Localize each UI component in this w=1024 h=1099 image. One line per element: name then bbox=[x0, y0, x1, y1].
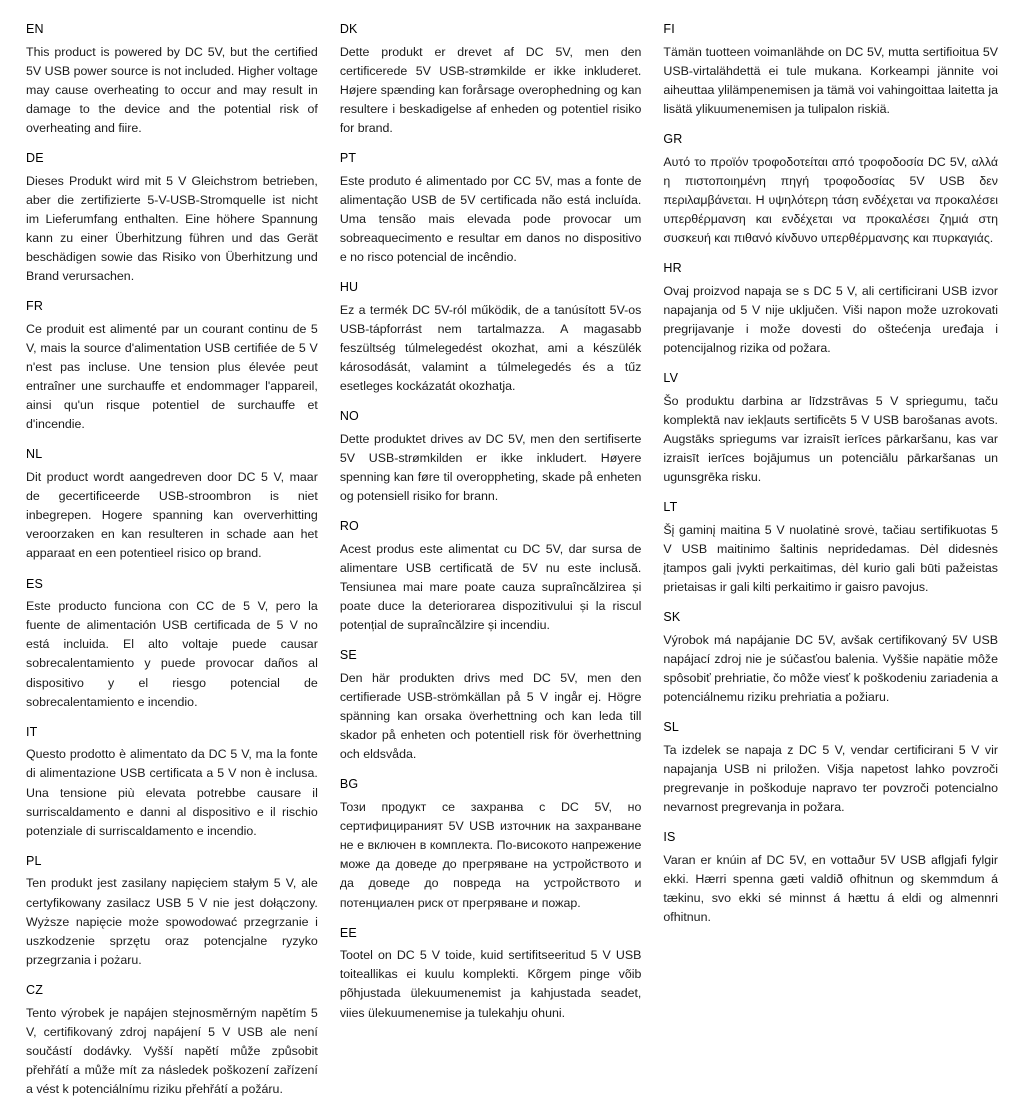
language-text: Šį gaminį maitina 5 V nuolatinė srovė, tačiau sertifikuotas 5 V USB maitinimo šaltinis nepridedamas. Dėl didesnės įtampos gali įvykti perkaitimas, dėl kurio gali būti pažeistas prietaisas ir gali kilti perkaitimo ir gaisro pavojus. bbox=[663, 522, 998, 595]
language-text: Ovaj proizvod napaja se s DC 5 V, ali certificirani USB izvor napajanja od 5 V nije uključen. Viši napon može uzrokovati pregrijavanje i može dovesti do oštećenja uređaja i potencijalnog rizika od požara. bbox=[663, 283, 998, 355]
language-code: PL bbox=[26, 853, 42, 868]
language-text: Varan er knúin af DC 5V, en vottaður 5V USB aflgjafi fylgir ekki. Hærri spenna gæti valdið ofhitnun og skemmdum á tækinu, svo ekki sé minnst á hættu á eldi og almennri ofhitnun. bbox=[663, 852, 998, 925]
column-2 bbox=[340, 22, 664, 1023]
language-code: FI bbox=[663, 22, 675, 36]
language-entry bbox=[26, 151, 318, 286]
language-entry bbox=[340, 777, 642, 912]
language-code: PT bbox=[339, 151, 357, 166]
language-entry bbox=[26, 725, 318, 841]
language-text: Ce produit est alimenté par un courant continu de 5 V, mais la source d'alimentation USB certifiée de 5 V n'est pas incluse. Une tension plus élevée peut entraîner une surchauffe et endommager l'appareil, ainsi qu'un risque potentiel de surchauffe et d'incendie. bbox=[26, 321, 318, 432]
language-text: Ta izdelek se napaja z DC 5 V, vendar certificirani 5 V vir napajanja USB ni priložen. Višja napetost lahko povzroči pregrevanje in poškoduje napravo ter povzroči potencialno nevarnost pregrevanja in požara. bbox=[663, 742, 998, 815]
language-code: NO bbox=[339, 409, 359, 424]
language-entry bbox=[663, 830, 998, 927]
language-text: Tento výrobek je napájen stejnosměrným napětím 5 V, certifikovaný zdroj napájení 5 V USB ale není součástí dodávky. Vyšší napětí může způsobit přehřátí a může mít za následek poškození zařízení a vést k potenciálnímu riziku přehřátí a požáru. bbox=[26, 1005, 318, 1096]
language-entry bbox=[340, 926, 642, 1023]
language-entry bbox=[663, 371, 998, 487]
language-text: Dit product wordt aangedreven door DC 5 V, maar de gecertificeerde USB-stroombron is niet inbegrepen. Hogere spanning kan oververhitting veroorzaken en kan resulteren in schade aan het apparaat en een potentieel risico op brand. bbox=[26, 470, 318, 561]
language-entry bbox=[26, 577, 318, 712]
language-code: SK bbox=[663, 610, 681, 625]
language-text: Dieses Produkt wird mit 5 V Gleichstrom betrieben, aber die zertifizierte 5-V-USB-Stromquelle ist nicht im Lieferumfang enthalten. Eine höhere Spannung kann zu einer Überhitzung führen und das Gerät beschädigen sowie das Risiko von Überhitzung und Brand verursachen. bbox=[26, 173, 318, 284]
language-text: This product is powered by DC 5V, but the certified 5V USB power source is not included. Higher voltage may cause overheating to occur and may result in damage to the device and the potential risk of overheating and fiire. bbox=[26, 44, 318, 135]
language-entry bbox=[26, 447, 318, 563]
language-text: Acest produs este alimentat cu DC 5V, dar sursa de alimentare USB certificată de 5V nu este inclusă. Tensiunea mai mare poate cauza supraîncălzirea și poate duce la deteriorarea dispozitivului și la riscul potențial de supraîncălzire și incendiu. bbox=[339, 541, 642, 633]
language-text: Den här produkten drivs med DC 5V, men den certifierade USB-strömkällan på 5 V ingår ej. Högre spänning kan orsaka överhettning och kan leda till skador på enheten och potentiell risk för överhettning och eldsvåda. bbox=[339, 671, 642, 762]
language-entry bbox=[340, 648, 642, 764]
language-entry bbox=[663, 261, 998, 358]
language-text: Ez a termék DC 5V-ról működik, de a tanúsított 5V-os USB-tápforrást nem tartalmazza. A magasabb feszültség túlmelegedést okozhat, ami a készülék károsodását, valamint a túlmelegedés és a tűz esetleges kockázatát okozhatja. bbox=[339, 302, 642, 394]
language-entry bbox=[26, 22, 318, 138]
column-3 bbox=[663, 22, 998, 927]
language-entry bbox=[663, 500, 998, 597]
language-text: Tootel on DC 5 V toide, kuid sertifitseeritud 5 V USB toiteallikas ei kuulu komplekti. Kõrgem pinge võib põhjustada ülekuumenemist ja kahjustada seadet, viies ülekuumenemise ja tulekahju ohuni. bbox=[339, 948, 642, 1020]
language-code: HR bbox=[663, 261, 682, 276]
language-entry bbox=[340, 151, 642, 267]
language-code: FR bbox=[26, 299, 44, 314]
language-entry bbox=[26, 854, 318, 970]
language-code: DK bbox=[339, 22, 358, 36]
language-text: Este produto é alimentado por CC 5V, mas a fonte de alimentação USB de 5V certificada não está incluída. Uma tensão mais elevada pode provocar um sobreaquecimento e resultar em danos no dispositivo e no risco potencial de incêndio. bbox=[339, 173, 642, 265]
language-text: Výrobok má napájanie DC 5V, avšak certifikovaný 5V USB napájací zdroj nie je súčasťou balenia. Vyššie napätie môže spôsobiť prehriatie, čo môže viesť k poškodeniu zariadenia a potenciálnemu riziku prehriatia a požiaru. bbox=[663, 632, 998, 705]
language-entry bbox=[663, 610, 998, 707]
language-text: Този продукт се захранва с DC 5V, но сертифицираният 5V USB източник на захранване не е включен в комплекта. По-високото напрежение може да доведе до прегряване на устройството и да доведе до повреда на устройството и потенциален риск от прегряване и пожар. bbox=[339, 800, 642, 910]
language-text: Este producto funciona con CC de 5 V, pero la fuente de alimentación USB certificada de 5 V no está incluida. El alto voltaje puede causar sobrecalentamiento y puede provocar daños al dispositivo y el riesgo potencial de sobrecalentamiento e incendio. bbox=[26, 599, 318, 709]
language-code: SE bbox=[339, 648, 357, 663]
language-text: Dette produkt er drevet af DC 5V, men den certificerede 5V USB-strømkilde er ikke inkluderet. Højere spænding kan forårsage overophedning og kan resultere i beskadigelse af enheden og potentiel risiko for brand. bbox=[339, 44, 642, 135]
language-code: IS bbox=[663, 830, 676, 845]
language-entry bbox=[663, 720, 998, 817]
language-code: ES bbox=[26, 576, 44, 591]
language-code: LV bbox=[663, 371, 679, 386]
language-entry bbox=[340, 280, 642, 396]
language-code: HU bbox=[339, 280, 359, 295]
language-code: IT bbox=[26, 724, 38, 739]
language-entry bbox=[340, 409, 642, 506]
language-entry bbox=[26, 299, 318, 434]
language-text: Αυτό το προϊόν τροφοδοτείται από τροφοδοσία DC 5V, αλλά η πιστοποιημένη πηγή τροφοδοσίας 5V USB δεν περιλαμβάνεται. Η υψηλότερη τάση ενδέχεται να προκαλέσει υπερθέρμανση και ενδέχεται να προκαλέσει ζημιά στη συσκευή και πιθανό κίνδυνο υπερθέρμανσης και πυρκαγιάς. bbox=[663, 154, 998, 245]
column-1 bbox=[26, 22, 340, 1099]
language-entry bbox=[340, 22, 642, 138]
language-code: RO bbox=[339, 519, 359, 534]
language-text: Šo produktu darbina ar līdzstrāvas 5 V spriegumu, taču komplektā nav iekļauts sertificēts 5 V USB barošanas avots. Augstāks spriegums var izraisīt ierīces pārkaršanu, kas var izraisīt ierīces bojājumus un potenciālu pārkaršanas un ugunsgrēka risku. bbox=[663, 393, 998, 485]
language-entry bbox=[340, 519, 642, 635]
language-code: DE bbox=[26, 151, 44, 166]
language-text: Tämän tuotteen voimanlähde on DC 5V, mutta sertifioitua 5V USB-virtalähdettä ei tule mukana. Korkeampi jännite voi aiheuttaa ylilämpenemisen ja tämä voi vahingoittaa laitetta ja lisätä ylikuumenemisen ja tulipalon riskiä. bbox=[663, 44, 998, 116]
language-entry bbox=[663, 22, 998, 119]
language-code: GR bbox=[663, 132, 683, 146]
language-code: NL bbox=[26, 447, 43, 462]
language-code: CZ bbox=[26, 982, 44, 997]
language-text: Dette produktet drives av DC 5V, men den sertifiserte 5V USB-strømkilden er ikke inkludert. Høyere spenning kan føre til overoppheting, skade på enheten og potensiell risiko for brann. bbox=[339, 431, 642, 504]
language-entry bbox=[663, 132, 998, 248]
language-text: Ten produkt jest zasilany napięciem stałym 5 V, ale certyfikowany zasilacz USB 5 V nie jest dołączony. Wyższe napięcie może spowodować przegrzanie i uszkodzenie sprzętu oraz potencjalne ryzyko przegrzania i pożaru. bbox=[26, 876, 318, 967]
language-entry bbox=[26, 983, 318, 1099]
language-text: Questo prodotto è alimentato da DC 5 V, ma la fonte di alimentazione USB certificata a 5 V non è inclusa. Una tensione più elevata potrebbe causare il surriscaldamento e danni al dispositivo e il rischio potenziale di surriscaldamento e incendio. bbox=[26, 747, 318, 838]
language-code: SL bbox=[663, 720, 680, 735]
language-code: BG bbox=[339, 777, 359, 792]
language-code: LT bbox=[663, 500, 678, 515]
language-code: EN bbox=[26, 22, 44, 36]
language-code: EE bbox=[339, 925, 357, 940]
